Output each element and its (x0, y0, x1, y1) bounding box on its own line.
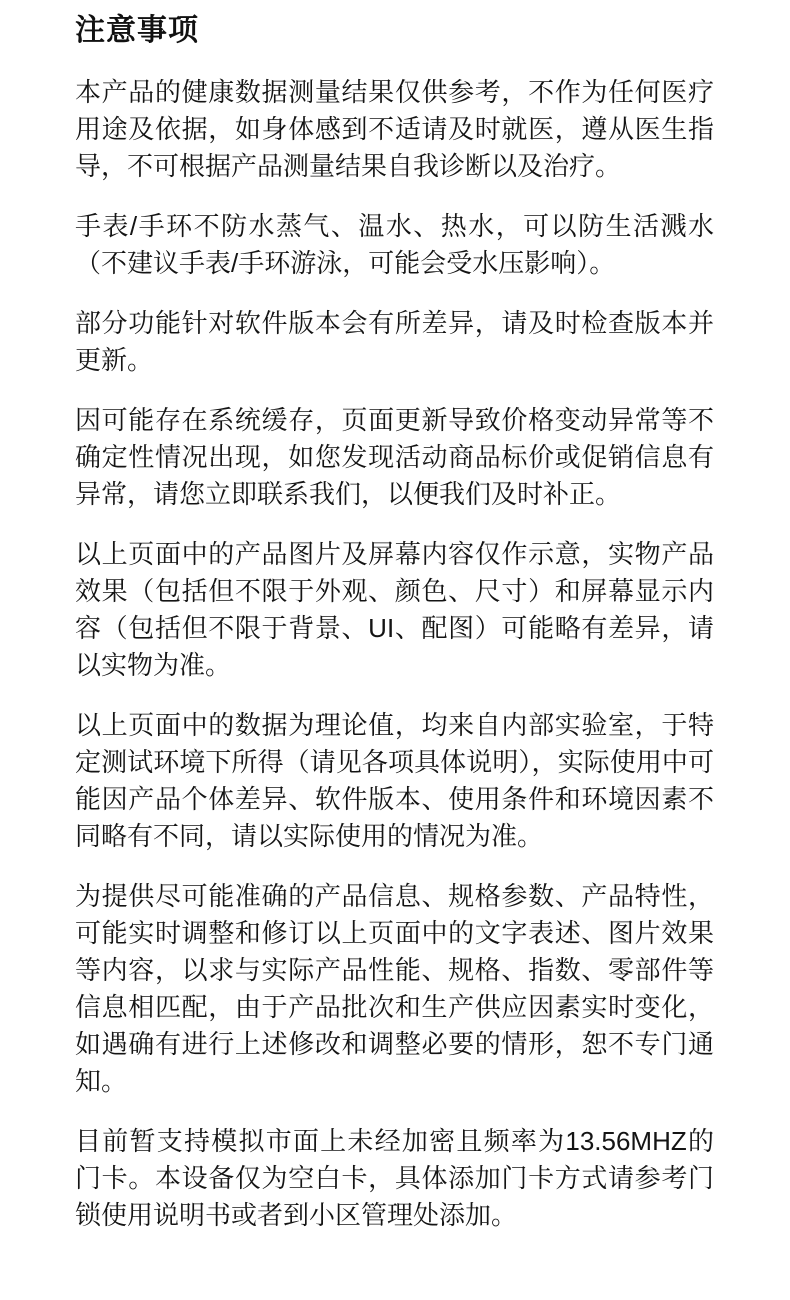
notice-paragraph: 为提供尽可能准确的产品信息、规格参数、产品特性，可能实时调整和修订以上页面中的文字表述、图片效果等内容，以求与实际产品性能、规格、指数、零部件等信息相匹配，由于产品批次和生产供应因素实时变化，如遇确有进行上述修改和调整必要的情形，恕不专门通知。 (75, 881, 714, 1096)
notice-paragraph: 目前暂支持模拟市面上未经加密且频率为13.56MHZ的门卡。本设备仅为空白卡，具体添加门卡方式请参考门锁使用说明书或者到小区管理处添加。 (75, 1126, 714, 1230)
page-title: 注意事项 (75, 14, 199, 47)
notice-paragraph: 因可能存在系统缓存，页面更新导致价格变动异常等不确定性情况出现，如您发现活动商品标价或促销信息有异常，请您立即联系我们，以便我们及时补正。 (75, 405, 714, 509)
notice-paragraph: 本产品的健康数据测量结果仅供参考，不作为任何医疗用途及依据，如身体感到不适请及时就医，遵从医生指导，不可根据产品测量结果自我诊断以及治疗。 (75, 77, 714, 181)
notice-paragraph: 以上页面中的产品图片及屏幕内容仅作示意，实物产品效果（包括但不限于外观、颜色、尺寸）和屏幕显示内容（包括但不限于背景、UI、配图）可能略有差异，请以实物为准。 (75, 539, 714, 680)
notice-paragraphs (75, 74, 714, 1234)
notice-paragraph: 手表/手环不防水蒸气、温水、热水，可以防生活溅水（不建议手表/手环游泳，可能会受水压影响）。 (75, 211, 714, 278)
notice-paragraph: 部分功能针对软件版本会有所差异，请及时检查版本并更新。 (75, 308, 714, 375)
notice-paragraph: 以上页面中的数据为理论值，均来自内部实验室，于特定测试环境下所得（请见各项具体说明），实际使用中可能因产品个体差异、软件版本、使用条件和环境因素不同略有不同，请以实际使用的情况为准。 (75, 710, 714, 851)
